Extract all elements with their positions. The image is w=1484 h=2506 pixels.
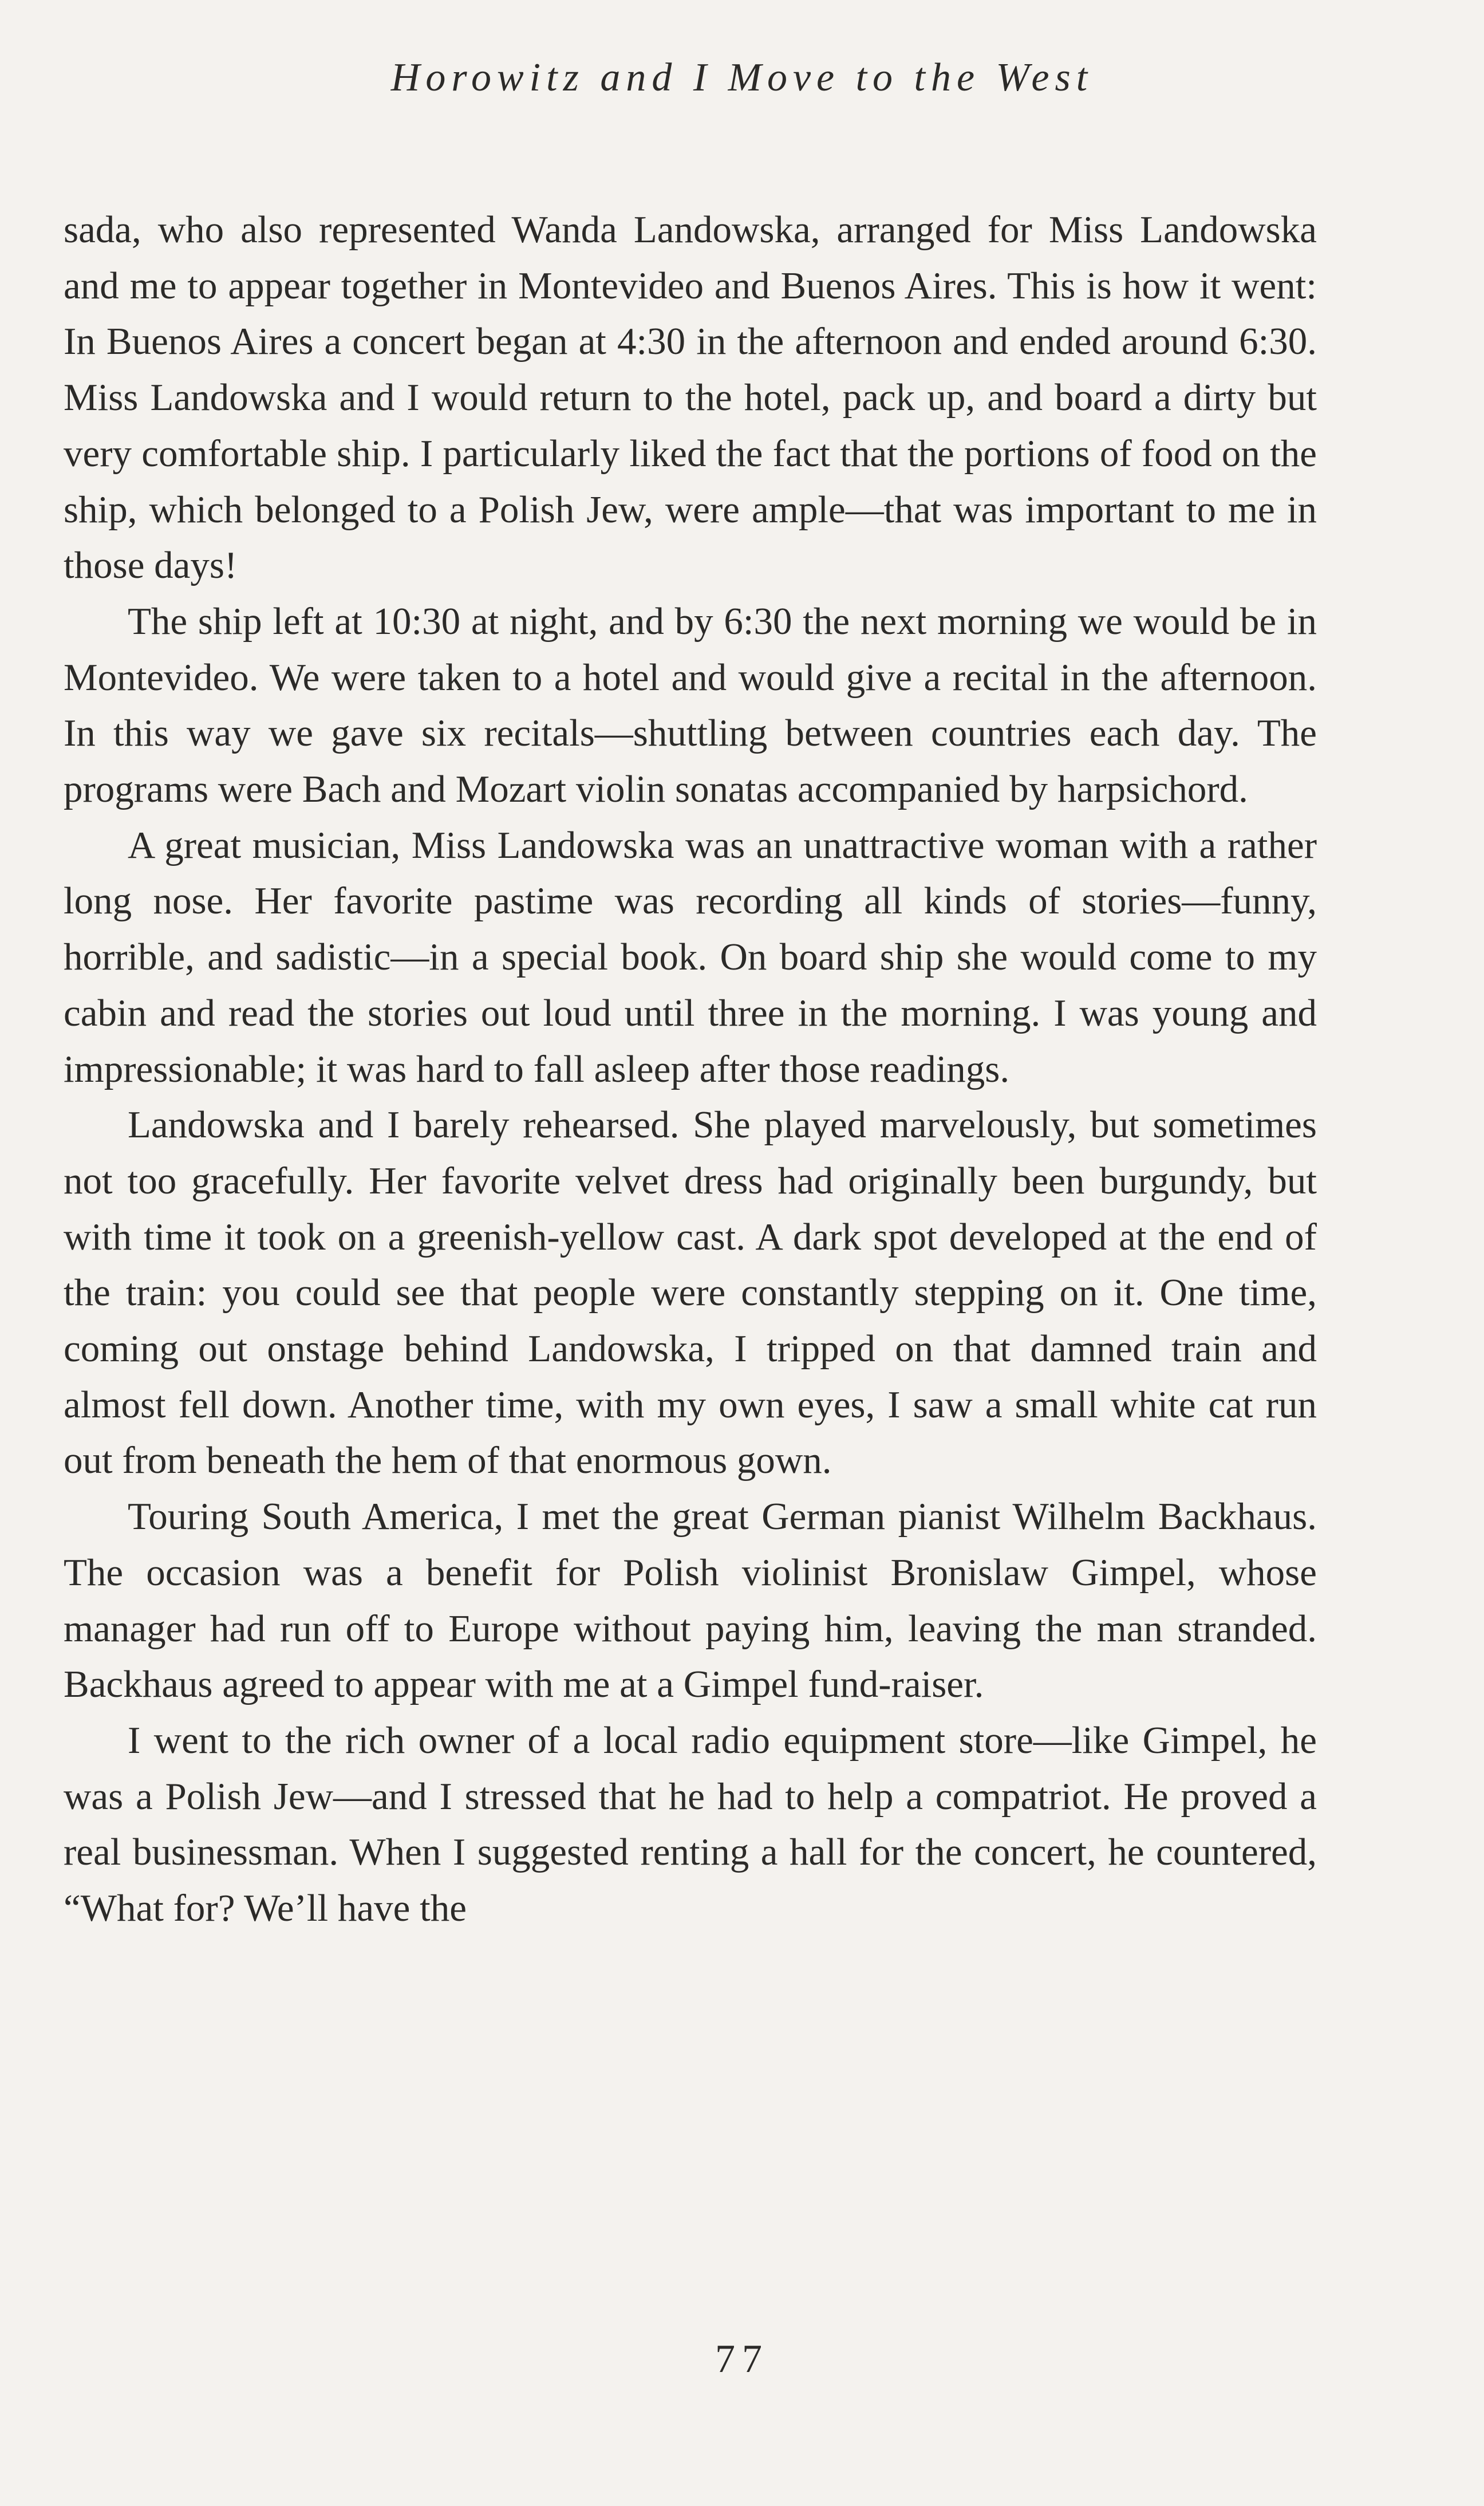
paragraph-1: sada, who also represented Wanda Landowska, arranged for Miss Landowska and me to appear together in Montevideo and Buenos Aires. This is how it went: In Buenos Aires a concert began at 4:30 in the afternoon and ended around 6:30. Miss Landowska and I would return to the hotel, pack up, and board a dirty but very comfortable ship. I particularly liked the fact that the portions of food on the ship, which belonged to a Polish Jew, were ample—that was important to me in those days! — [64, 208, 1317, 587]
paragraph-3: A great musician, Miss Landowska was an unattractive woman with a rather long nose. Her favorite pastime was recording all kinds of stories—funny, horrible, and sadistic—in a special book. On board ship she would come to my cabin and read the stories out loud until three in the morning. I was young and impressionable; it was hard to fall asleep after those readings. — [64, 823, 1317, 1090]
paragraph-6: I went to the rich owner of a local radio equipment store—like Gimpel, he was a Polish Jew—and I stressed that he had to help a compatriot. He proved a real businessman. When I suggested renting a hall for the concert, he countered, “What for? We’ll have the — [64, 1719, 1317, 1930]
paragraph-4: Landowska and I barely rehearsed. She played marvelously, but sometimes not too gracefully. Her favorite velvet dress had originally been burgundy, but with time it took on a greenish-yellow cast. A dark spot developed at the end of the train: you could see that people were constantly stepping on it. One time, coming out onstage behind Landowska, I tripped on that damned train and almost fell down. Another time, with my own eyes, I saw a small white cat run out from beneath the hem of that enormous gown. — [64, 1104, 1317, 1482]
page-number: 77 — [715, 2337, 769, 2381]
paragraph-5: Touring South America, I met the great German pianist Wilhelm Backhaus. The occasion was a benefit for Polish violinist Bronislaw Gimpel, whose manager had run off to Europe without paying him, leaving the man stranded. Backhaus agreed to appear with me at a Gimpel fund-raiser. — [64, 1495, 1317, 1706]
running-head: Horowitz and I Move to the West — [390, 56, 1094, 100]
paragraph-2: The ship left at 10:30 at night, and by 6:30 the next morning we would be in Montevideo. We were taken to a hotel and would give a recital in the afternoon. In this way we gave six recitals—shuttling between countries each day. The programs were Bach and Mozart violin sonatas accompanied by harpsichord. — [64, 600, 1317, 811]
body-text — [64, 202, 1317, 1937]
